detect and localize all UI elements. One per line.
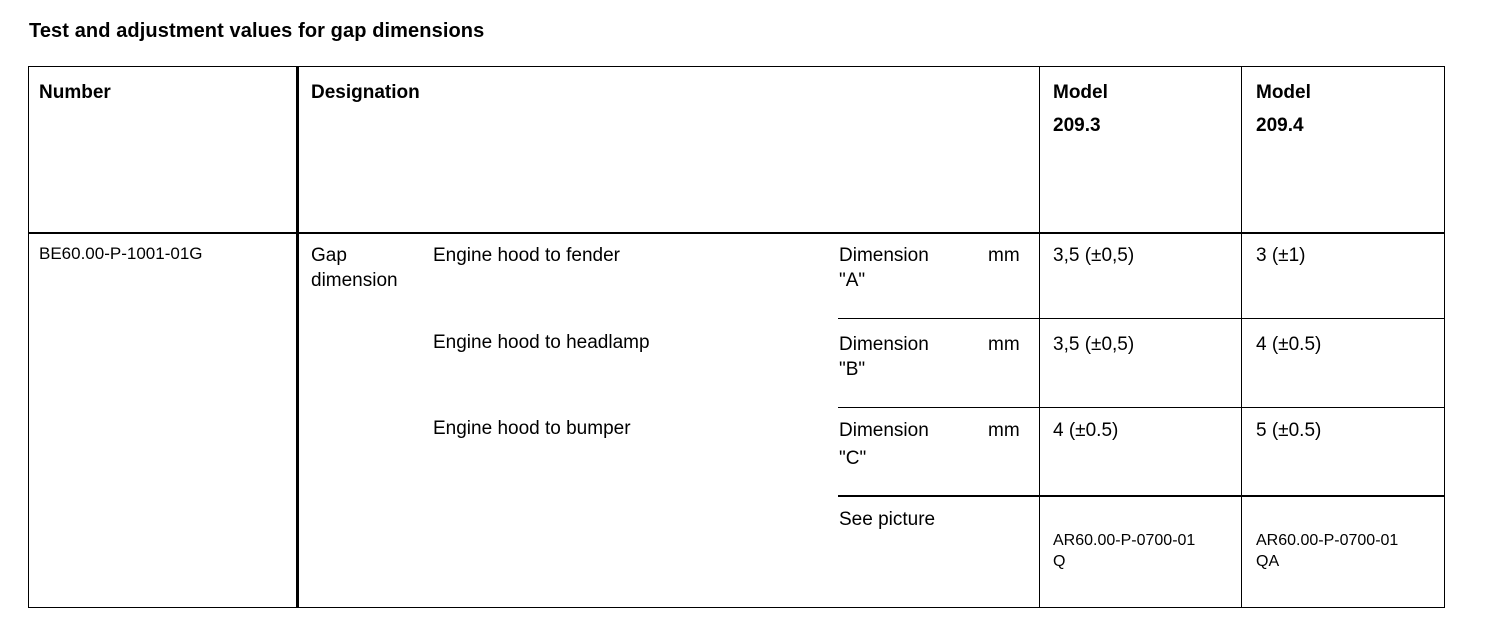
dimension-label-line2: "B" bbox=[839, 359, 866, 380]
picture-ref-model-a-line1: AR60.00-P-0700-01 bbox=[1053, 532, 1196, 549]
row-divider-c bbox=[838, 407, 1445, 408]
dimension-label-line1: Dimension bbox=[839, 334, 929, 355]
item-description: Engine hood to headlamp bbox=[433, 332, 650, 353]
header-designation: Designation bbox=[311, 82, 420, 103]
unit-label: mm bbox=[988, 245, 1020, 266]
picture-ref-model-a-line2: Q bbox=[1053, 553, 1066, 570]
picture-ref-model-b-line2: QA bbox=[1256, 553, 1280, 570]
dimension-label-line1: Dimension bbox=[839, 245, 929, 266]
document-title: Test and adjustment values for gap dimensions bbox=[29, 20, 485, 42]
header-model-a-label: Model bbox=[1053, 82, 1108, 103]
dimension-label-line2: "C" bbox=[839, 448, 867, 469]
value-model-b: 4 (±0.5) bbox=[1256, 334, 1322, 355]
header-model-a-number: 209.3 bbox=[1053, 115, 1101, 136]
item-description: Engine hood to bumper bbox=[433, 418, 631, 439]
row-number: BE60.00-P-1001-01G bbox=[39, 244, 203, 263]
item-description: Engine hood to fender bbox=[433, 245, 620, 266]
unit-label: mm bbox=[988, 420, 1020, 441]
header-model-b-number: 209.4 bbox=[1256, 115, 1304, 136]
value-model-a: 3,5 (±0,5) bbox=[1053, 334, 1135, 355]
row-divider-picture bbox=[838, 495, 1445, 497]
unit-label: mm bbox=[988, 334, 1020, 355]
column-divider-number bbox=[296, 66, 299, 608]
header-model-b-label: Model bbox=[1256, 82, 1311, 103]
see-picture-label: See picture bbox=[839, 509, 936, 530]
header-number: Number bbox=[39, 82, 111, 103]
table-frame bbox=[28, 66, 1445, 608]
dimension-label-line1: Dimension bbox=[839, 420, 929, 441]
header-divider bbox=[28, 232, 1445, 234]
column-divider-model-b bbox=[1241, 66, 1242, 608]
group-label-line2: dimension bbox=[311, 270, 398, 291]
picture-ref-model-b-line1: AR60.00-P-0700-01 bbox=[1256, 532, 1399, 549]
dimension-label-line2: "A" bbox=[839, 270, 866, 291]
value-model-a: 3,5 (±0,5) bbox=[1053, 245, 1135, 266]
row-divider-b bbox=[838, 318, 1445, 319]
value-model-b: 5 (±0.5) bbox=[1256, 420, 1322, 441]
column-divider-model-a bbox=[1039, 66, 1040, 608]
value-model-a: 4 (±0.5) bbox=[1053, 420, 1119, 441]
group-label-line1: Gap bbox=[311, 245, 347, 266]
value-model-b: 3 (±1) bbox=[1256, 245, 1306, 266]
